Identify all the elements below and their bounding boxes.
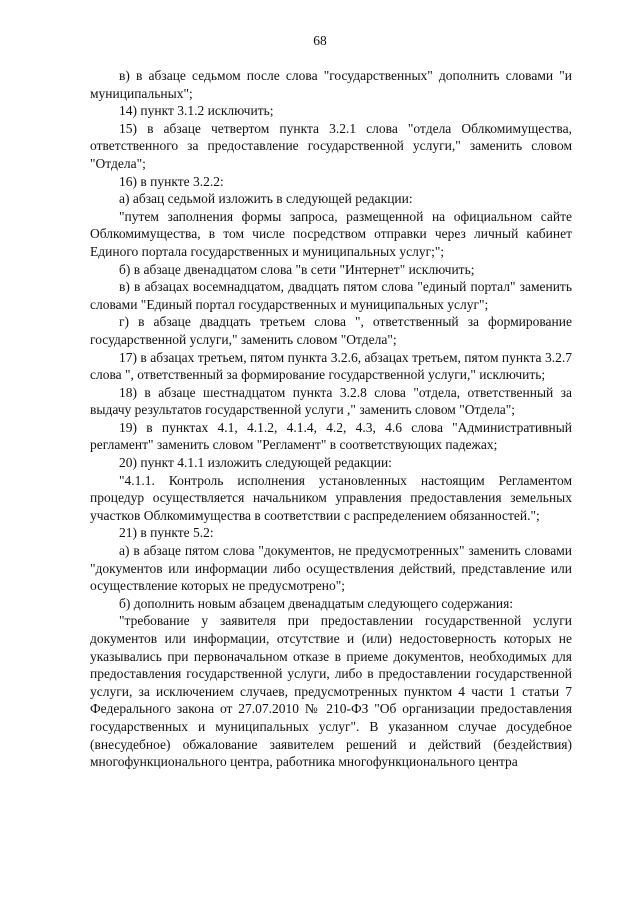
- paragraph: б) в абзаце двенадцатом слова "в сети "Интернет" исключить;: [119, 261, 475, 277]
- paragraph: "4.1.1. Контроль исполнения установленных настоящим Регламентом процедур осуществляется начальником управления предоставления земельных участков Облкомимущества в соответствии с распределением обязанностей.";: [90, 472, 572, 523]
- paragraph: 18) в абзаце шестнадцатом пункта 3.2.8 слова "отдела, ответственный за выдачу результатов государственной услуги ," заменить словом "Отдела";: [90, 384, 572, 418]
- paragraph: 20) пункт 4.1.1 изложить следующей редакции:: [119, 455, 392, 471]
- paragraph: 17) в абзацах третьем, пятом пункта 3.2.6, абзацах третьем, пятом пункта 3.2.7 слова ", ответственный за формирование государственной услуги," исключить;: [90, 349, 572, 383]
- paragraph: "путем заполнения формы запроса, размещенной на официальном сайте Облкомимущества, в том числе посредством отправки через личный кабинет Единого портала государственных и муниципальных услуг;";: [90, 208, 572, 259]
- paragraph: в) в абзацах восемнадцатом, двадцать пятом слова "единый портал" заменить словами "Единый портал государственных и муниципальных услуг";: [90, 279, 572, 312]
- paragraph: в) в абзаце седьмом после слова "государственных" дополнить словами "и муниципальных";: [90, 68, 572, 101]
- page-number: 68: [313, 33, 327, 48]
- paragraph: а) в абзаце пятом слова "документов, не предусмотренных" заменить словами "документов или информации либо осуществления действий, представление или осуществление которых не предусмотрено";: [90, 543, 572, 594]
- document-body: [90, 67, 572, 771]
- paragraph: 14) пункт 3.1.2 исключить;: [119, 103, 274, 119]
- paragraph: б) дополнить новым абзацем двенадцатым следующего содержания:: [119, 595, 514, 611]
- paragraph: "требование у заявителя при предоставлении государственной услуги документов или информации, отсутствие и (или) недостоверность которых не указывались при первоначальном отказе в приеме документов, необходимых для предоставления государственной услуги, либо в предоставлении государственной услуги, за исключением случаев, предусмотренных пунктом 4 части 1 статьи 7 Федерального закона от 27.07.2010 № 210-ФЗ "Об организации предоставления государственных и муниципальных услуг". В указанном случае досудебное (внесудебное) обжалование заявителем решений и действий (бездействия) многофункционального центра, работника многофункционального центра: [90, 613, 572, 770]
- paragraph: 21) в пункте 5.2:: [119, 525, 214, 541]
- paragraph: 15) в абзаце четвертом пункта 3.2.1 слова "отдела Облкомимущества, ответственного за предоставление государственной услуги," заменить словом "Отдела";: [90, 120, 572, 171]
- paragraph: 19) в пунктах 4.1, 4.1.2, 4.1.4, 4.2, 4.3, 4.6 слова "Административный регламент" заменить словом "Регламент" в соответствующих падежах;: [90, 419, 572, 453]
- paragraph: г) в абзаце двадцать третьем слова ", ответственный за формирование государственной услуги," заменить словом "Отдела";: [90, 314, 572, 347]
- paragraph: 16) в пункте 3.2.2:: [119, 173, 224, 189]
- paragraph: а) абзац седьмой изложить в следующей редакции:: [119, 191, 413, 207]
